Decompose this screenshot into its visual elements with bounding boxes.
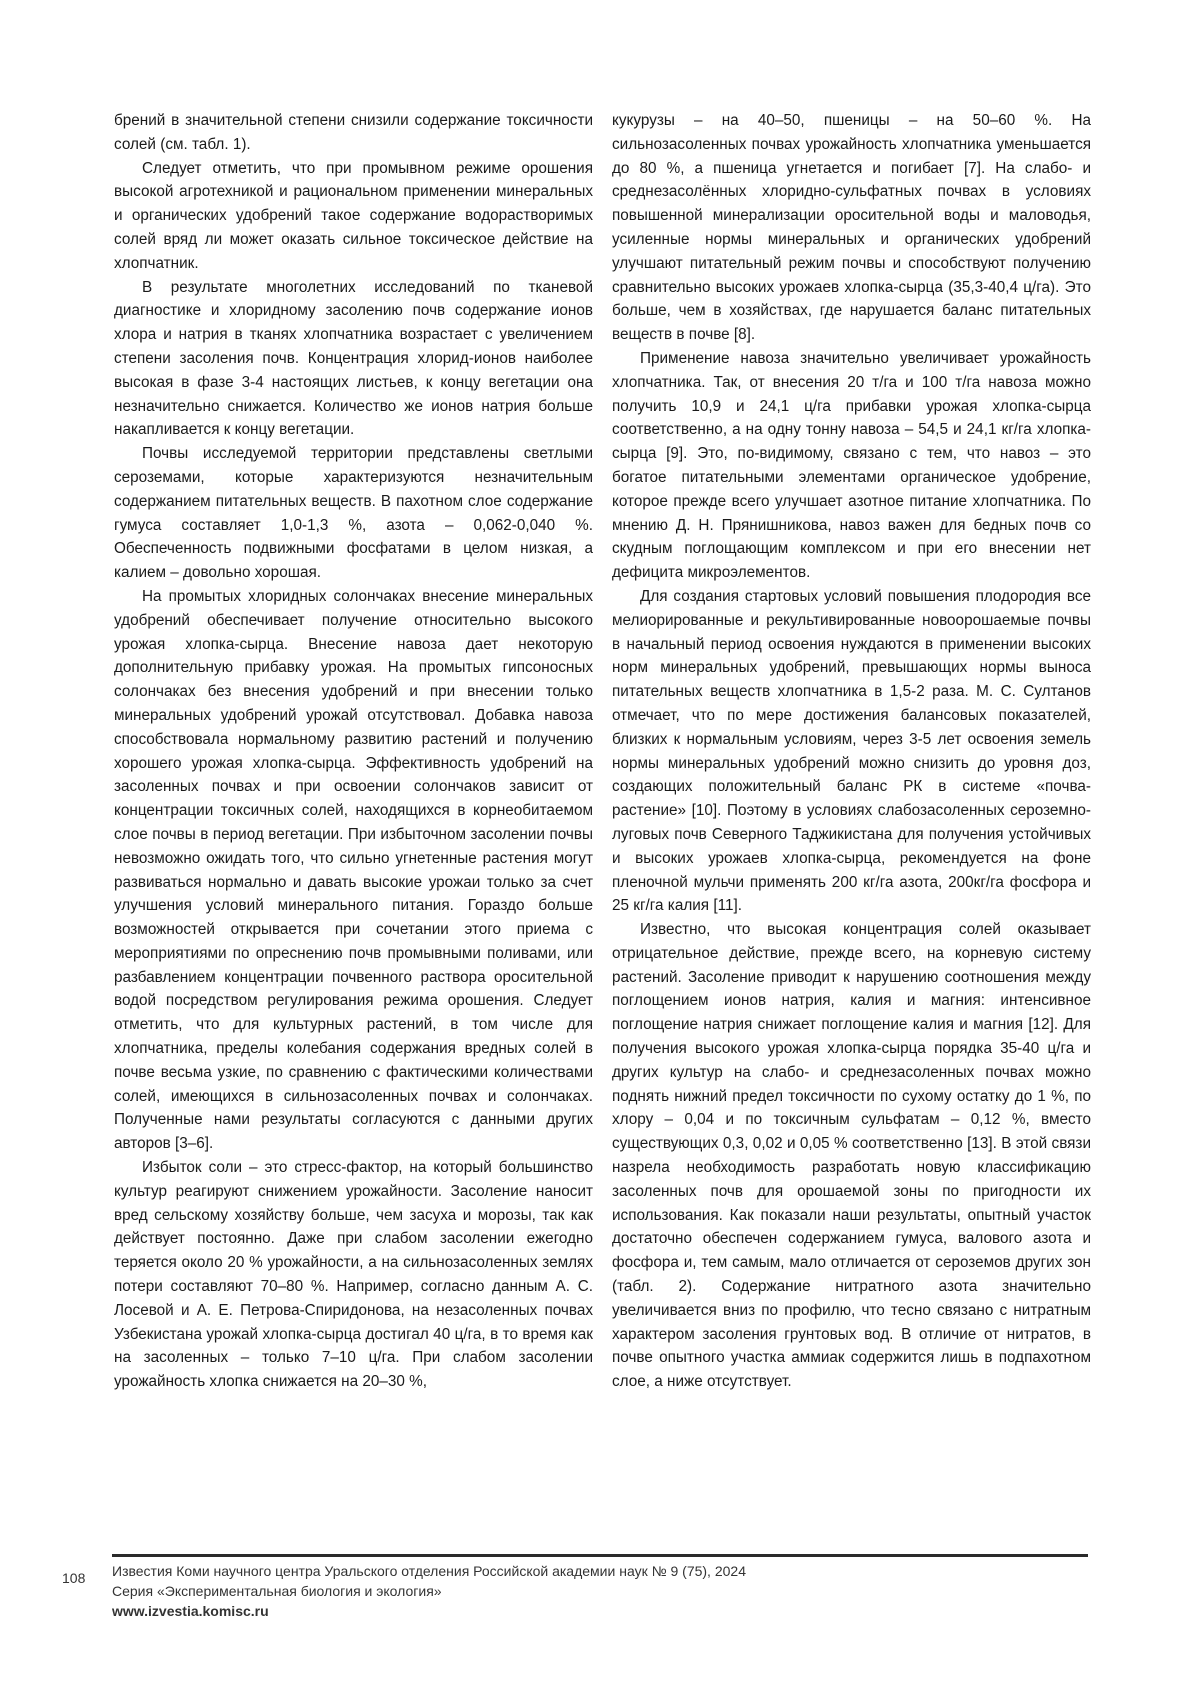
paragraph: На промытых хлоридных солончаках внесение минеральных удобрений обеспечивает получение относительно высокого урожая хлопка-сырца. Внесение навоза дает некоторую дополнительную прибавку урожая. На промытых гипсоносных солончаках без внесения удобрений и при внесении только минеральных удобрений урожай отсутствовал. Добавка навоза способствовала нормальному развитию растений и получению хорошего урожая хлопка-сырца. Эффективность удобрений на засоленных почвах и при освоении солончаков зависит от концентрации токсичных солей, находящихся в корнеобитаемом слое почвы в период вегетации. При избыточном засолении почвы невозможно ожидать того, что сильно угнетенные растения могут развиваться нормально и давать высокие урожаи только за счет улучшения условий минерального питания. Гораздо больше возможностей открывается при сочетании этого приема с мероприятиями по опреснению почв промывными поливами, или разбавлением концентрации почвенного раствора оросительной водой посредством регулирования режима орошения. Следует отметить, что для культурных растений, в том числе для хлопчатника, пределы колебания содержания вредных солей в почве весьма узкие, по сравнению с фактическими количествами солей, имеющихся в сильнозасоленных почвах и солончаках. Полученные нами результаты согласуются с данными других авторов [3–6]. xyxy=(114,587,593,1153)
paragraph: брений в значительной степени снизили содержание токсичности солей (см. табл. 1). xyxy=(114,112,593,153)
paragraph: Для создания стартовых условий повышения плодородия все мелиорированные и рекультивированные новоорошаемые почвы в начальный период освоения нуждаются в применении высоких норм минеральных удобрений, превышающих нормы выноса питательных веществ хлопчатника в 1,5-2 раза. М. С. Султанов отмечает, что по мере достижения балансовых показателей, близких к нормальным условиям, через 3-5 лет освоения земель нормы минеральных удобрений можно снизить до уровня доз, создающих положительный баланс РК в системе «почва-растение» [10]. Поэтому в условиях слабозасоленных сероземно-луговых почв Северного Таджикистана для получения устойчивых и высоких урожаев хлопка-сырца, рекомендуется на фоне пленочной мульчи применять 200 кг/га азота, 200кг/га фосфора и 25 кг/га калия [11]. xyxy=(612,587,1091,915)
left-column xyxy=(114,109,593,1394)
series-title: Серия «Экспериментальная биология и экология» xyxy=(112,1583,442,1599)
paragraph: Следует отметить, что при промывном режиме орошения высокой агротехникой и рациональном применении минеральных и органических удобрений такое содержание водорастворимых солей вряд ли может оказать сильное токсическое действие на хлопчатник. xyxy=(114,159,593,272)
journal-title: Известия Коми научного центра Уральского отделения Российской академии наук № 9 (75), 2024 xyxy=(112,1563,746,1579)
footer xyxy=(112,1561,746,1621)
footer-divider xyxy=(112,1554,1088,1557)
journal-url: www.izvestia.komisc.ru xyxy=(112,1603,269,1619)
paragraph: Избыток соли – это стресс-фактор, на который большинство культур реагируют снижением урожайности. Засоление наносит вред сельскому хозяйству больше, чем засуха и морозы, так как действует постоянно. Даже при слабом засолении ежегодно теряется около 20 % урожайности, а на сильнозасоленных землях потери составляют 70–80 %. Например, согласно данным А. С. Лосевой и А. Е. Петрова-Спиридонова, на незасоленных почвах Узбекистана урожай хлопка-сырца достигал 40 ц/га, в то время как на засоленных – только 7–10 ц/га. При слабом засолении урожайность хлопка снижается на 20–30 %, xyxy=(114,1159,593,1391)
paragraph: Известно, что высокая концентрация солей оказывает отрицательное действие, прежде всего, на корневую систему растений. Засоление приводит к нарушению соотношения между поглощением ионов натрия, калия и магния: интенсивное поглощение натрия снижает поглощение калия и магния [12]. Для получения высокого урожая хлопка-сырца порядка 35-40 ц/га и других культур на слабо- и среднезасоленных почвах можно поднять нижний предел токсичности по сухому остатку до 1 %, по хлору – 0,04 и по токсичным сульфатам – 0,12 %, вместо существующих 0,3, 0,02 и 0,05 % соответственно [13]. В этой связи назрела необходимость разработать новую классификацию засоленных почв для орошаемой зоны по пригодности их использования. Как показали наши результаты, опытный участок достаточно обеспечен содержанием гумуса, валового азота и фосфора и, тем самым, мало отличается от сероземов других зон (табл. 2). Содержание нитратного азота значительно увеличивается вниз по профилю, что тесно связано с нитратным характером засоления грунтовых вод. В отличие от нитратов, в почве опытного участка аммиак содержится лишь в подпахотном слое, а ниже отсутствует. xyxy=(612,921,1091,1391)
page-number: 108 xyxy=(62,1570,86,1586)
right-column xyxy=(612,109,1091,1394)
paragraph: Почвы исследуемой территории представлены светлыми сероземами, которые характеризуются незначительным содержанием питательных веществ. В пахотном слое содержание гумуса составляет 1,0-1,3 %, азота – 0,062-0,040 %. Обеспеченность подвижными фосфатами в целом низкая, а калием – довольно хорошая. xyxy=(114,445,593,582)
paragraph: В результате многолетних исследований по тканевой диагностике и хлоридному засолению почв содержание ионов хлора и натрия в тканях хлопчатника возрастает с увеличением степени засоления почв. Концентрация хлорид-ионов наиболее высокая в фазе 3-4 настоящих листьев, к концу вегетации она незначительно снижается. Количество же ионов натрия больше накапливается к концу вегетации. xyxy=(114,278,593,439)
paragraph: Применение навоза значительно увеличивает урожайность хлопчатника. Так, от внесения 20 т/га и 100 т/га навоза можно получить 10,9 и 24,1 ц/га прибавки урожая хлопка-сырца соответственно, а на одну тонну навоза – 54,5 и 24,1 кг/га хлопка-сырца [9]. Это, по-видимому, связано с тем, что навоз – это богатое питательными элементами органическое удобрение, которое прежде всего улучшает азотное питание хлопчатника. По мнению Д. Н. Прянишникова, навоз важен для бедных почв со скудным поглощающим комплексом и при его внесении нет дефицита микроэлементов. xyxy=(612,349,1091,582)
paragraph: кукурузы – на 40–50, пшеницы – на 50–60 %. На сильнозасоленных почвах урожайность хлопчатника уменьшается до 80 %, а пшеница угнетается и погибает [7]. На слабо- и среднезасолённых хлоридно-сульфатных почвах в условиях повышенной минерализации оросительной воды и маловодья, усиленные нормы минеральных и органических удобрений улучшают питательный режим почвы и способствуют получению сравнительно высоких урожаев хлопка-сырца (35,3-40,4 ц/га). Это больше, чем в хозяйствах, где нарушается баланс питательных веществ в почве [8]. xyxy=(612,112,1091,344)
